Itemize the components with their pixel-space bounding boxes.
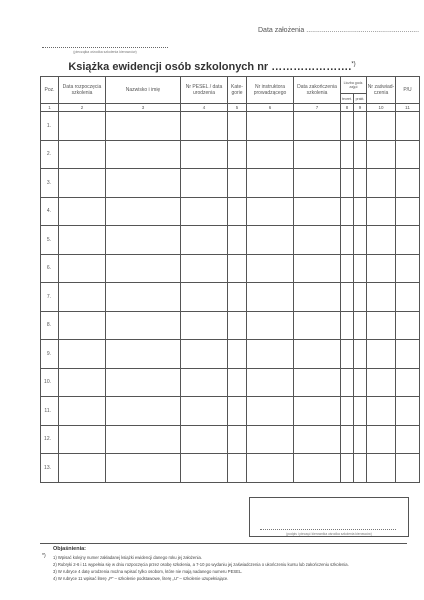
table-cell[interactable] [59, 340, 106, 369]
table-cell[interactable] [106, 254, 181, 283]
table-cell[interactable] [106, 112, 181, 141]
legend-line: 2) Rubryki 2-6 i 11 wypełnia się w dniu rozpoczęcia przez osobę szkolenia, a 7-10 po wydaniu jej zaświadczenia o ukończeniu kursu lub zakończeniu szkolenia. [53, 562, 349, 567]
table-cell[interactable] [367, 311, 396, 340]
signature-caption: (podpis i pieczęć kierownika ośrodka szkolenia kierowców) [286, 532, 372, 536]
table-cell[interactable] [106, 226, 181, 255]
table-row [41, 425, 420, 454]
table-cell[interactable] [354, 311, 367, 340]
table-cell[interactable] [106, 197, 181, 226]
table-cell[interactable] [294, 140, 341, 169]
table-row [41, 454, 420, 483]
table-cell[interactable] [181, 197, 228, 226]
table-row [41, 397, 420, 426]
table-row [41, 254, 420, 283]
table-cell[interactable] [247, 197, 294, 226]
table-cell[interactable] [228, 254, 247, 283]
table-cell[interactable] [354, 454, 367, 483]
table-cell[interactable] [59, 368, 106, 397]
row-number: 11. [41, 397, 59, 426]
column-number: 6 [247, 104, 294, 112]
table-cell[interactable] [247, 169, 294, 198]
table-cell[interactable] [294, 254, 341, 283]
header-start-date: Data rozpoczęcia szkolenia [59, 77, 106, 104]
column-number: 9 [354, 104, 367, 112]
table-cell[interactable] [396, 340, 420, 369]
row-number: 8. [41, 311, 59, 340]
table-cell[interactable] [396, 226, 420, 255]
table-cell[interactable] [59, 112, 106, 141]
table-cell[interactable] [354, 397, 367, 426]
table-row [41, 112, 420, 141]
row-number: 6. [41, 254, 59, 283]
table-cell[interactable] [247, 140, 294, 169]
table-cell[interactable] [341, 283, 354, 312]
table-cell[interactable] [228, 368, 247, 397]
table-cell[interactable] [59, 197, 106, 226]
table-cell[interactable] [396, 197, 420, 226]
table-cell[interactable] [367, 454, 396, 483]
legend-heading: Objaśnienia: [53, 546, 87, 552]
row-number: 9. [41, 340, 59, 369]
table-cell[interactable] [59, 169, 106, 198]
table-cell[interactable] [367, 169, 396, 198]
table-cell[interactable] [294, 454, 341, 483]
founded-date-label: Data założenia [258, 27, 305, 34]
legend-line: 1) Wpisać kolejny numer zakładanej książki ewidencji danego roku jej założenia. [53, 555, 202, 560]
table-cell[interactable] [341, 311, 354, 340]
table-cell[interactable] [294, 197, 341, 226]
table-cell[interactable] [341, 140, 354, 169]
column-number: 7 [294, 104, 341, 112]
title-marker: *) [351, 61, 356, 68]
row-number: 12. [41, 425, 59, 454]
table-cell[interactable] [367, 254, 396, 283]
table-cell[interactable] [294, 169, 341, 198]
table-cell[interactable] [59, 226, 106, 255]
table-cell[interactable] [294, 340, 341, 369]
table-cell[interactable] [181, 454, 228, 483]
table-cell[interactable] [396, 169, 420, 198]
table-cell[interactable] [354, 340, 367, 369]
table-cell[interactable] [341, 226, 354, 255]
legend-marker: *) [42, 553, 46, 559]
table-cell[interactable] [396, 425, 420, 454]
row-number: 1. [41, 112, 59, 141]
table-row [41, 169, 420, 198]
table-cell[interactable] [59, 254, 106, 283]
table-cell[interactable] [106, 340, 181, 369]
table-cell[interactable] [106, 397, 181, 426]
table-cell[interactable] [341, 169, 354, 198]
table-cell[interactable] [247, 368, 294, 397]
header-end-date: Data zakończenia szkolenia [294, 77, 341, 104]
table-cell[interactable] [367, 140, 396, 169]
table-cell[interactable] [354, 140, 367, 169]
table-cell[interactable] [181, 112, 228, 141]
table-cell[interactable] [181, 169, 228, 198]
table-cell[interactable] [354, 197, 367, 226]
table-cell[interactable] [247, 283, 294, 312]
table-cell[interactable] [181, 311, 228, 340]
table-cell[interactable] [106, 368, 181, 397]
table-cell[interactable] [181, 226, 228, 255]
header-poz: Poz. [41, 77, 59, 104]
column-number: 10 [367, 104, 396, 112]
table-cell[interactable] [59, 311, 106, 340]
column-number: 1 [41, 104, 59, 112]
table-cell[interactable] [247, 340, 294, 369]
table-cell[interactable] [106, 454, 181, 483]
table-cell[interactable] [59, 454, 106, 483]
table-cell[interactable] [354, 368, 367, 397]
table-cell[interactable] [181, 368, 228, 397]
table-cell[interactable] [228, 340, 247, 369]
table-cell[interactable] [106, 425, 181, 454]
legend-line: 3) W rubryce 4 datę urodzenia można wpisać tylko osobom, które nie mają nadanego numeru PESEL. [53, 569, 243, 574]
table-cell[interactable] [367, 283, 396, 312]
table-row [41, 368, 420, 397]
stamp-line [42, 47, 168, 48]
column-number: 2 [59, 104, 106, 112]
table-cell[interactable] [294, 112, 341, 141]
table-cell[interactable] [106, 311, 181, 340]
table-cell[interactable] [367, 425, 396, 454]
table-cell[interactable] [341, 425, 354, 454]
table-cell[interactable] [228, 112, 247, 141]
table-cell[interactable] [181, 340, 228, 369]
table-cell[interactable] [396, 254, 420, 283]
header-name: Nazwisko i imię [106, 77, 181, 104]
legend-divider [40, 543, 407, 544]
header-certificate: Nr zaświad-czenia [367, 77, 396, 104]
column-number: 3 [106, 104, 181, 112]
table-cell[interactable] [228, 425, 247, 454]
table-cell[interactable] [367, 368, 396, 397]
register-rows [41, 112, 420, 483]
table-cell[interactable] [354, 226, 367, 255]
row-number: 2. [41, 140, 59, 169]
title-text: Książka ewidencji osób szkolonych nr [68, 61, 269, 73]
table-cell[interactable] [247, 254, 294, 283]
table-cell[interactable] [367, 397, 396, 426]
header-instructor: Nr instruktora prowadzącego [247, 77, 294, 104]
table-cell[interactable] [181, 254, 228, 283]
table-cell[interactable] [181, 283, 228, 312]
register-table [40, 76, 420, 483]
header-pesel: Nr PESEL / data urodzenia [181, 77, 228, 104]
signature-box[interactable] [249, 497, 409, 537]
column-number: 4 [181, 104, 228, 112]
table-cell[interactable] [106, 283, 181, 312]
table-cell[interactable] [228, 454, 247, 483]
table-row [41, 340, 420, 369]
table-cell[interactable] [228, 283, 247, 312]
title-number-field[interactable]: …………………. [271, 61, 352, 73]
table-row [41, 311, 420, 340]
legend-list [53, 554, 403, 582]
table-cell[interactable] [396, 283, 420, 312]
table-cell[interactable] [228, 311, 247, 340]
table-cell[interactable] [228, 226, 247, 255]
table-cell[interactable] [181, 425, 228, 454]
table-cell[interactable] [341, 340, 354, 369]
table-cell[interactable] [247, 311, 294, 340]
table-cell[interactable] [367, 197, 396, 226]
table-cell[interactable] [354, 112, 367, 141]
table-cell[interactable] [294, 425, 341, 454]
table-cell[interactable] [59, 140, 106, 169]
table-cell[interactable] [247, 425, 294, 454]
table-cell[interactable] [354, 169, 367, 198]
table-cell[interactable] [59, 283, 106, 312]
table-cell[interactable] [341, 454, 354, 483]
table-cell[interactable] [396, 454, 420, 483]
table-cell[interactable] [367, 112, 396, 141]
table-cell[interactable] [396, 397, 420, 426]
row-number: 10. [41, 368, 59, 397]
table-cell[interactable] [181, 140, 228, 169]
table-row [41, 283, 420, 312]
legend-line: 4) W rubryce 11 wpisać literę „P” – szkolenie podstawowe, literę „U” – szkolenie uzupełniające. [53, 576, 229, 581]
table-cell[interactable] [181, 397, 228, 426]
table-cell[interactable] [294, 397, 341, 426]
signature-line [260, 529, 396, 530]
table-cell[interactable] [341, 368, 354, 397]
table-cell[interactable] [354, 425, 367, 454]
table-cell[interactable] [106, 169, 181, 198]
table-cell[interactable] [341, 254, 354, 283]
table-row [41, 226, 420, 255]
table-cell[interactable] [294, 226, 341, 255]
table-cell[interactable] [294, 368, 341, 397]
table-row [41, 140, 420, 169]
header-practice: prakt. [354, 94, 367, 104]
founded-date-dots: .......................................................... [306, 27, 420, 34]
table-cell[interactable] [247, 397, 294, 426]
table-cell[interactable] [228, 197, 247, 226]
header-hours: Liczba godz. zajęć [341, 77, 367, 94]
table-cell[interactable] [354, 283, 367, 312]
table-cell[interactable] [396, 112, 420, 141]
table-cell[interactable] [367, 340, 396, 369]
table-cell[interactable] [396, 140, 420, 169]
table-cell[interactable] [59, 425, 106, 454]
table-cell[interactable] [354, 254, 367, 283]
header-theory: teoret. [341, 94, 354, 104]
column-number-row [41, 104, 420, 112]
row-number: 13. [41, 454, 59, 483]
founded-date-field[interactable] [258, 27, 419, 34]
table-cell[interactable] [59, 397, 106, 426]
table-cell[interactable] [228, 140, 247, 169]
header-pu: P/U [396, 77, 420, 104]
stamp-caption: (pieczątka ośrodka szkolenia kierowców) [73, 50, 137, 54]
row-number: 3. [41, 169, 59, 198]
table-cell[interactable] [294, 283, 341, 312]
row-number: 5. [41, 226, 59, 255]
table-cell[interactable] [294, 311, 341, 340]
table-row [41, 197, 420, 226]
row-number: 4. [41, 197, 59, 226]
row-number: 7. [41, 283, 59, 312]
table-cell[interactable] [396, 368, 420, 397]
table-cell[interactable] [247, 226, 294, 255]
table-cell[interactable] [228, 169, 247, 198]
table-cell[interactable] [247, 454, 294, 483]
column-number: 11 [396, 104, 420, 112]
table-cell[interactable] [341, 397, 354, 426]
column-number: 8 [341, 104, 354, 112]
table-cell[interactable] [247, 112, 294, 141]
header-category: Kate-gorie [228, 77, 247, 104]
table-cell[interactable] [106, 140, 181, 169]
table-cell[interactable] [341, 112, 354, 141]
page-title [0, 61, 424, 73]
table-cell[interactable] [396, 311, 420, 340]
table-cell[interactable] [367, 226, 396, 255]
table-cell[interactable] [341, 197, 354, 226]
column-number: 5 [228, 104, 247, 112]
table-cell[interactable] [228, 397, 247, 426]
